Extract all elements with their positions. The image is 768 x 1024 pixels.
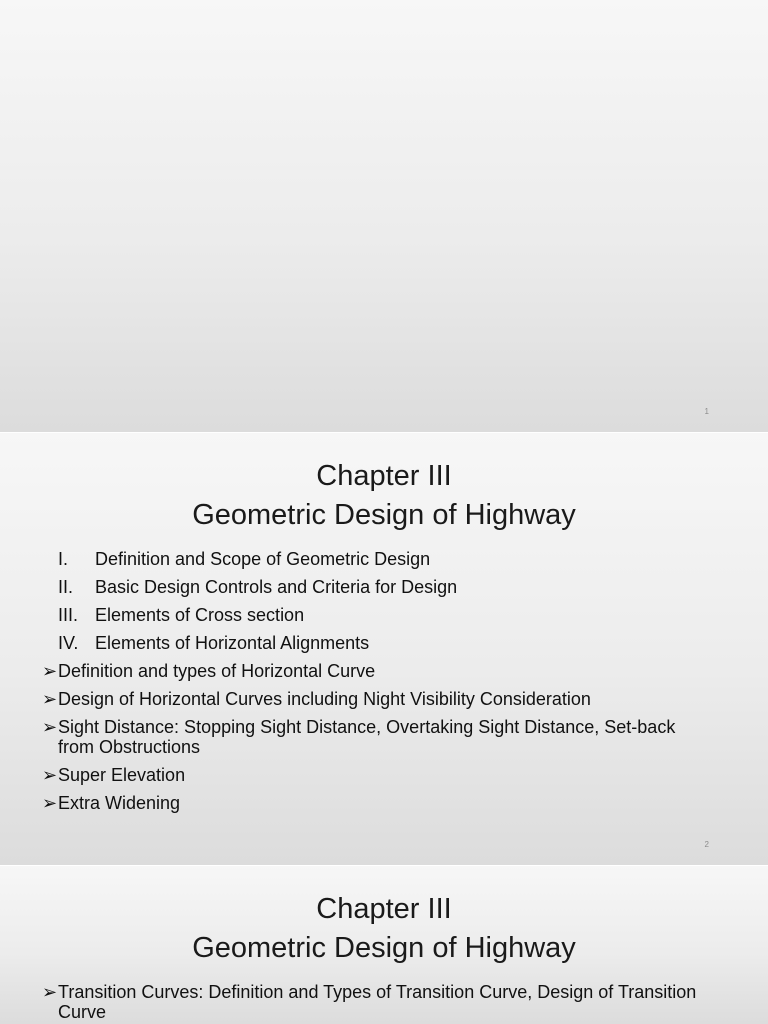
list-item — [42, 793, 698, 813]
list-item — [58, 633, 698, 653]
list-item-text: Elements of Cross section — [95, 605, 305, 625]
arrow-bullet-icon: ➢ — [42, 765, 58, 785]
list-marker: III. — [58, 605, 79, 625]
list-marker: IV. — [58, 633, 79, 653]
arrow-bullet-icon: ➢ — [42, 661, 58, 681]
slide-title — [0, 457, 768, 535]
list-item-text: Sight Distance: Stopping Sight Distance, Overtaking Sight Distance, Set-back from Obstructions — [58, 717, 676, 757]
list-item-text: Extra Widening — [58, 793, 181, 813]
list-item-text: Design of Horizontal Curves including Night Visibility Consideration — [58, 689, 591, 709]
list-item — [42, 689, 698, 709]
page-number: 2 — [704, 840, 709, 849]
list-item — [58, 549, 698, 569]
topic-list — [42, 982, 698, 1024]
title-line-1: Chapter III — [316, 460, 452, 492]
list-item — [42, 717, 698, 757]
arrow-bullet-icon: ➢ — [42, 717, 58, 737]
slide-2 — [0, 433, 768, 865]
page-number: 1 — [704, 407, 709, 416]
title-line-2: Geometric Design of Highway — [192, 932, 576, 964]
list-item — [42, 765, 698, 785]
slide-3 — [0, 866, 768, 1024]
arrow-bullet-icon: ➢ — [42, 982, 58, 1002]
list-item — [58, 605, 698, 625]
list-marker: II. — [58, 577, 74, 597]
title-line-1: Chapter III — [316, 893, 452, 925]
list-item-text: Transition Curves: Definition and Types of Transition Curve, Design of Transition Curve — [58, 982, 697, 1022]
list-item-text: Definition and Scope of Geometric Design — [95, 549, 431, 569]
arrow-bullet-icon: ➢ — [42, 689, 58, 709]
list-item-text: Super Elevation — [58, 765, 186, 785]
slide-title — [0, 890, 768, 968]
list-item-text: Definition and types of Horizontal Curve — [58, 661, 376, 681]
list-item — [42, 982, 698, 1022]
title-line-2: Geometric Design of Highway — [192, 499, 576, 531]
list-item — [58, 577, 698, 597]
list-item — [42, 661, 698, 681]
slide-1 — [0, 0, 768, 432]
list-item-text: Basic Design Controls and Criteria for Design — [95, 577, 458, 597]
list-marker: I. — [58, 549, 69, 569]
topic-list — [42, 549, 698, 821]
list-item-text: Elements of Horizontal Alignments — [95, 633, 370, 653]
arrow-bullet-icon: ➢ — [42, 793, 58, 813]
